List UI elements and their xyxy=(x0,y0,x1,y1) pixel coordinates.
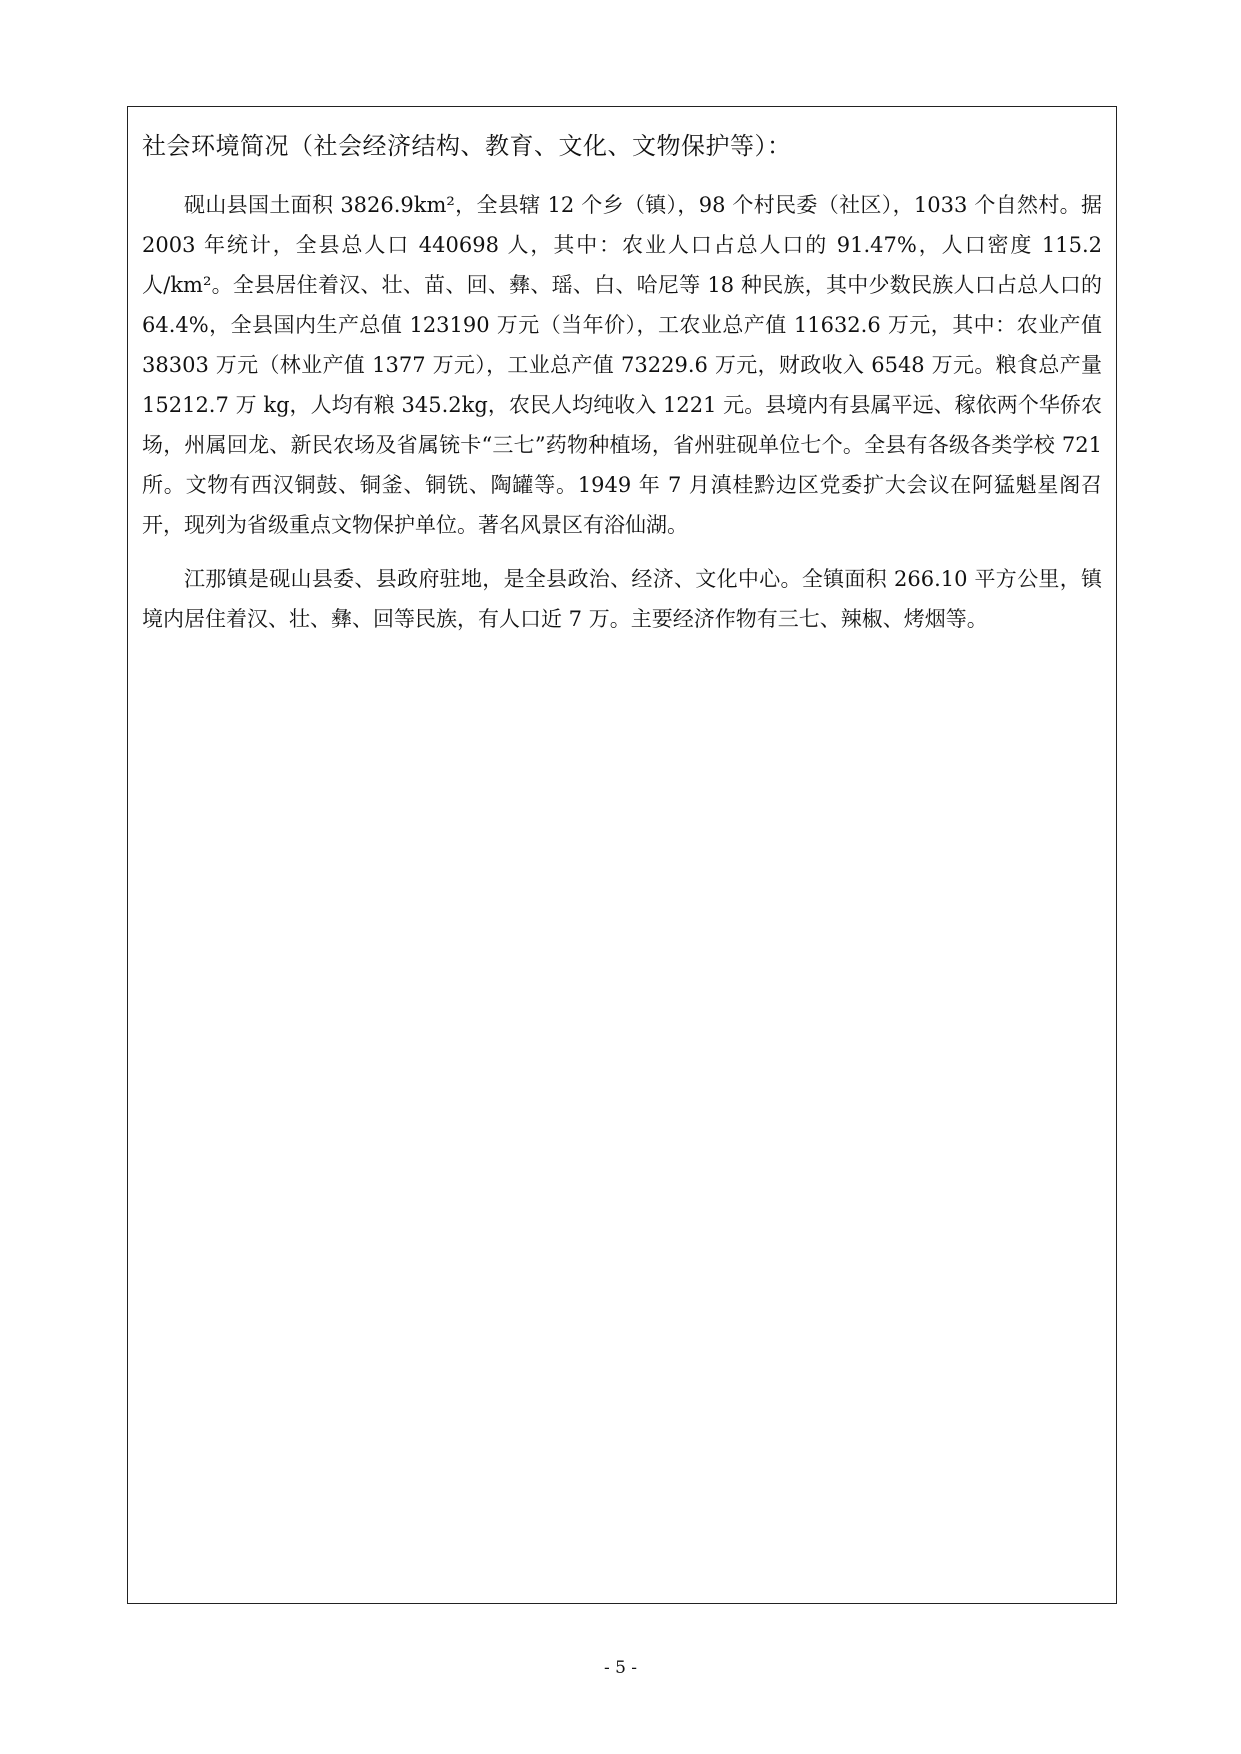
section-heading: 社会环境简况（社会经济结构、教育、文化、文物保护等）： xyxy=(142,132,792,160)
page-number: - 5 - xyxy=(603,1658,638,1678)
paragraph-county-overview: 砚山县国土面积 3826.9km²，全县辖 12 个乡（镇），98 个村民委（社区），1033 个自然村。据 2003 年统计，全县总人口 440698 人，其中：农业人口占总人口的 91.47%，人口密度 115.2 人/km²。全县居住着汉、壮、苗、回、彝、瑶、白、哈尼等 18 种民族，其中少数民族人口占总人口的 64.4%，全县国内生产总值 123190 万元（当年价），工农业总产值 11632.6 万元，其中：农业产值 38303 万元（林业产值 1377 万元），工业总产值 73229.6 万元，财政收入 6548 万元。粮食总产量 15212.7 万 kg，人均有粮 345.2kg，农民人均纯收入 1221 元。县境内有县属平远、稼依两个华侨农场，州属回龙、新民农场及省属铳卡“三七”药物种植场，省州驻砚单位七个。全县有各级各类学校 721 所。文物有西汉铜鼓、铜釜、铜铣、陶罐等。1949 年 7 月滇桂黔边区党委扩大会议在阿猛魁星阁召开，现列为省级重点文物保护单位。著名风景区有浴仙湖。 xyxy=(142,193,1102,537)
paragraph-jiangna-town: 江那镇是砚山县委、县政府驻地，是全县政治、经济、文化中心。全镇面积 266.10 平方公里，镇境内居住着汉、壮、彝、回等民族，有人口近 7 万。主要经济作物有三七、辣椒、烤烟等。 xyxy=(142,567,1102,631)
content-frame xyxy=(127,106,1117,1604)
section-body xyxy=(142,185,1102,653)
